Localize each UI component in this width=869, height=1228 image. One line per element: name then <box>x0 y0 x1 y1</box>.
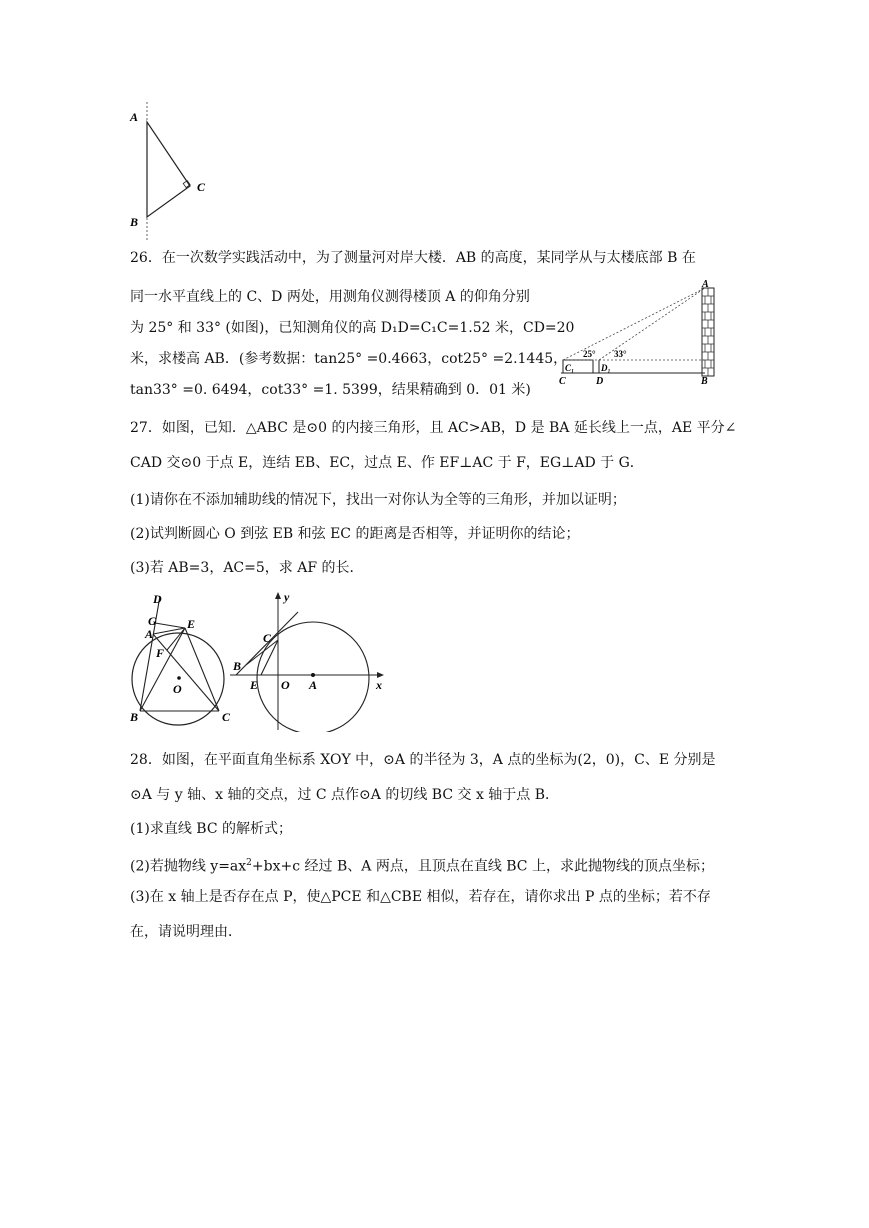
label-d: D <box>596 376 604 387</box>
q26-line3: 为 25° 和 33° (如图)，已知测角仪的高 D₁D=C₁C=1.52 米，CD=20 <box>130 320 575 336</box>
segment-ce <box>261 640 278 675</box>
q27-part3: (3)若 AB=3，AC=5，求 AF 的长． <box>130 560 364 576</box>
q28-part3: (3)在 x 轴上是否存在点 P，使△PCE 和△CBE 相似，若存在，请你求出 P 点的坐标；若不存 <box>130 889 711 905</box>
label-o: O <box>281 678 290 692</box>
q28-part2-pre: (2)若抛物线 y=ax <box>130 858 247 875</box>
label-e: E <box>250 678 259 692</box>
q26-line1: 26．在一次数学实践活动中，为了测量河对岸大楼．AB 的高度，某同学从与太楼底部 B 在 <box>130 250 696 266</box>
label-f: F <box>156 646 165 660</box>
q26-line2: 同一水平直线上的 C、D 两处，用测角仪测得楼顶 A 的仰角分别 <box>130 289 530 305</box>
label-d1: D₁ <box>601 363 611 373</box>
label-a: A <box>130 110 139 124</box>
segment-bc-short <box>246 640 278 665</box>
label-y: y <box>284 590 290 604</box>
label-b: B <box>130 215 139 229</box>
q28-part2 <box>130 853 714 877</box>
q28-part2-sup: 2 <box>246 858 252 868</box>
label-c: C <box>263 631 272 645</box>
q28-part2-post: +bx+c 经过 B、A 两点，且顶点在直线 BC 上，求此抛物线的顶点坐标； <box>251 858 714 875</box>
angle-33: 33° <box>614 349 627 359</box>
figure-triangle-abc <box>120 100 220 242</box>
q27-line1: 27．如图，已知．△ABC 是⊙0 的内接三角形，且 AC>AB，D 是 BA 延长线上一点，AE 平分∠ <box>130 420 737 436</box>
q28-line2: ⊙A 与 y 轴、x 轴的交点，过 C 点作⊙A 的切线 BC 交 x 轴于点 B． <box>130 787 560 803</box>
label-c1: C₁ <box>565 363 575 373</box>
q28-line1: 28．如图，在平面直角坐标系 XOY 中，⊙A 的半径为 3，A 点的坐标为(2，0)，C、E 分别是 <box>130 752 716 768</box>
angle-25: 25° <box>583 349 596 359</box>
label-g: G <box>148 614 157 628</box>
label-x: x <box>376 678 382 692</box>
label-b: B <box>701 376 708 387</box>
figure-inscribed-triangle <box>125 590 240 732</box>
label-d: D <box>153 592 162 606</box>
label-a: A <box>702 279 709 290</box>
figure-coordinate-circle <box>228 590 388 732</box>
q28-part1: (1)求直线 BC 的解析式； <box>130 821 292 837</box>
q26-line5: tan33° =0. 6494，cot33° =1. 5399，结果精确到 0．01 米) <box>130 382 531 398</box>
y-axis-arrow <box>275 592 281 599</box>
label-b: B <box>233 659 242 673</box>
label-c: C <box>559 376 566 387</box>
label-a: A <box>309 678 318 692</box>
building-wall <box>702 288 714 376</box>
label-b: B <box>130 710 139 724</box>
q27-part1: (1)请你在不添加辅助线的情况下，找出一对你认为全等的三角形，并加以证明； <box>130 492 626 508</box>
q27-line2: CAD 交⊙0 于点 E，连结 EB、EC，过点 E、作 EF⊥AC 于 F，EG⊥AD 于 G． <box>130 455 644 471</box>
q26-line4: 米，求楼高 AB．(参考数据：tan25° =0.4663，cot25° =2.1445， <box>130 351 568 367</box>
point-a-dot <box>311 673 315 677</box>
figure-building <box>555 278 750 388</box>
label-e: E <box>187 617 196 631</box>
q28-part3-cont: 在，请说明理由． <box>130 924 242 940</box>
label-o: O <box>173 682 182 696</box>
segment-eg <box>155 623 185 628</box>
label-c: C <box>197 180 206 194</box>
label-a: A <box>145 627 154 641</box>
triangle-shape <box>147 122 190 217</box>
label-c: C <box>222 710 231 724</box>
center-dot <box>177 676 181 680</box>
q27-part2: (2)试判断圆心 O 到弦 EB 和弦 EC 的距离是否相等，并证明你的结论； <box>130 526 580 542</box>
